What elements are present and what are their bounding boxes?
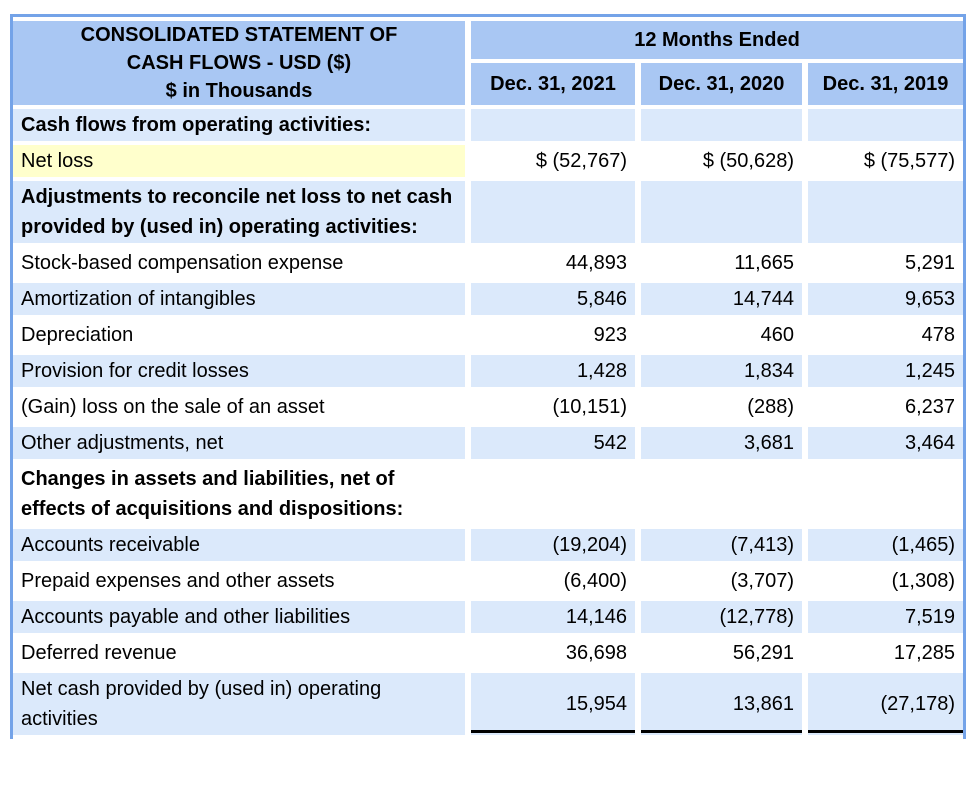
title-subtitle: $ in Thousands: [165, 80, 313, 102]
row-label: Depreciation: [13, 319, 465, 351]
cell-value: $ (50,628): [641, 145, 802, 177]
row-accounts-payable: [13, 601, 963, 633]
row-accounts-receivable: [13, 529, 963, 561]
column-header-dec-31-2021: Dec. 31, 2021: [471, 63, 635, 105]
statement-table: [10, 17, 966, 739]
cell-value: 11,665: [641, 247, 802, 279]
cell-value: 1,245: [808, 355, 963, 387]
cell-value: [471, 463, 635, 525]
cell-value: 14,146: [471, 601, 635, 633]
cell-value: [471, 109, 635, 141]
row-provision-credit-losses: [13, 355, 963, 387]
row-section-adjustments: [13, 181, 963, 243]
cell-value: [641, 463, 802, 525]
column-header-dec-31-2020: Dec. 31, 2020: [641, 63, 802, 105]
row-section-operating-activities: [13, 109, 963, 141]
cell-value: 1,428: [471, 355, 635, 387]
row-label: Deferred revenue: [13, 637, 465, 669]
cell-value: 17,285: [808, 637, 963, 669]
cell-value: 44,893: [471, 247, 635, 279]
cell-value: [808, 463, 963, 525]
cell-value: (7,413): [641, 529, 802, 561]
cell-value: 3,464: [808, 427, 963, 459]
row-deferred-revenue: [13, 637, 963, 669]
cell-value-total: 13,861: [641, 673, 802, 735]
cell-value: 478: [808, 319, 963, 351]
row-label: Cash flows from operating activities:: [13, 109, 465, 141]
row-label: Provision for credit losses: [13, 355, 465, 387]
cell-value: $ (52,767): [471, 145, 635, 177]
row-net-loss: [13, 145, 963, 177]
cell-value: (1,308): [808, 565, 963, 597]
row-label: Other adjustments, net: [13, 427, 465, 459]
cell-value: [808, 181, 963, 243]
row-other-adjustments-net: [13, 427, 963, 459]
cell-value-total: (27,178): [808, 673, 963, 735]
row-label: Amortization of intangibles: [13, 283, 465, 315]
row-section-changes-assets-liabilities: [13, 463, 963, 525]
row-label: Prepaid expenses and other assets: [13, 565, 465, 597]
cell-value: 9,653: [808, 283, 963, 315]
cell-value: [641, 181, 802, 243]
cell-value: $ (75,577): [808, 145, 963, 177]
cell-value-total: 15,954: [471, 673, 635, 735]
row-label: Adjustments to reconcile net loss to net cash provided by (used in) operating activities:: [13, 181, 465, 243]
row-label: Net cash provided by (used in) operating activities: [13, 673, 465, 735]
cell-value: [808, 109, 963, 141]
cell-value: (10,151): [471, 391, 635, 423]
cell-value: (19,204): [471, 529, 635, 561]
cell-value: 14,744: [641, 283, 802, 315]
row-amortization-of-intangibles: [13, 283, 963, 315]
cell-value: 5,846: [471, 283, 635, 315]
row-label: Accounts payable and other liabilities: [13, 601, 465, 633]
cash-flow-statement-table: [10, 14, 966, 739]
row-prepaid-expenses: [13, 565, 963, 597]
cell-value: 923: [471, 319, 635, 351]
cell-value: 7,519: [808, 601, 963, 633]
header-row-period: [13, 21, 963, 59]
cell-value: 3,681: [641, 427, 802, 459]
period-header: 12 Months Ended: [471, 21, 963, 59]
cell-value: [471, 181, 635, 243]
row-label-highlighted: Net loss: [13, 145, 465, 177]
cell-value: (1,465): [808, 529, 963, 561]
row-gain-loss-sale-of-asset: [13, 391, 963, 423]
row-depreciation: [13, 319, 963, 351]
row-stock-based-compensation: [13, 247, 963, 279]
cell-value: (288): [641, 391, 802, 423]
statement-title: [13, 21, 465, 105]
cell-value: 5,291: [808, 247, 963, 279]
cell-value: (3,707): [641, 565, 802, 597]
row-label: Changes in assets and liabilities, net of effects of acquisitions and dispositions:: [13, 463, 465, 525]
column-header-dec-31-2019: Dec. 31, 2019: [808, 63, 963, 105]
cell-value: 56,291: [641, 637, 802, 669]
cell-value: 542: [471, 427, 635, 459]
title-line-2: CASH FLOWS - USD ($): [126, 52, 352, 74]
cell-value: (6,400): [471, 565, 635, 597]
row-label: Accounts receivable: [13, 529, 465, 561]
cell-value: 460: [641, 319, 802, 351]
row-label: Stock-based compensation expense: [13, 247, 465, 279]
row-net-cash-operating-activities: [13, 673, 963, 735]
cell-value: 1,834: [641, 355, 802, 387]
cell-value: 36,698: [471, 637, 635, 669]
cell-value: (12,778): [641, 601, 802, 633]
cell-value: 6,237: [808, 391, 963, 423]
title-line-1: CONSOLIDATED STATEMENT OF: [80, 24, 398, 46]
row-label: (Gain) loss on the sale of an asset: [13, 391, 465, 423]
cell-value: [641, 109, 802, 141]
